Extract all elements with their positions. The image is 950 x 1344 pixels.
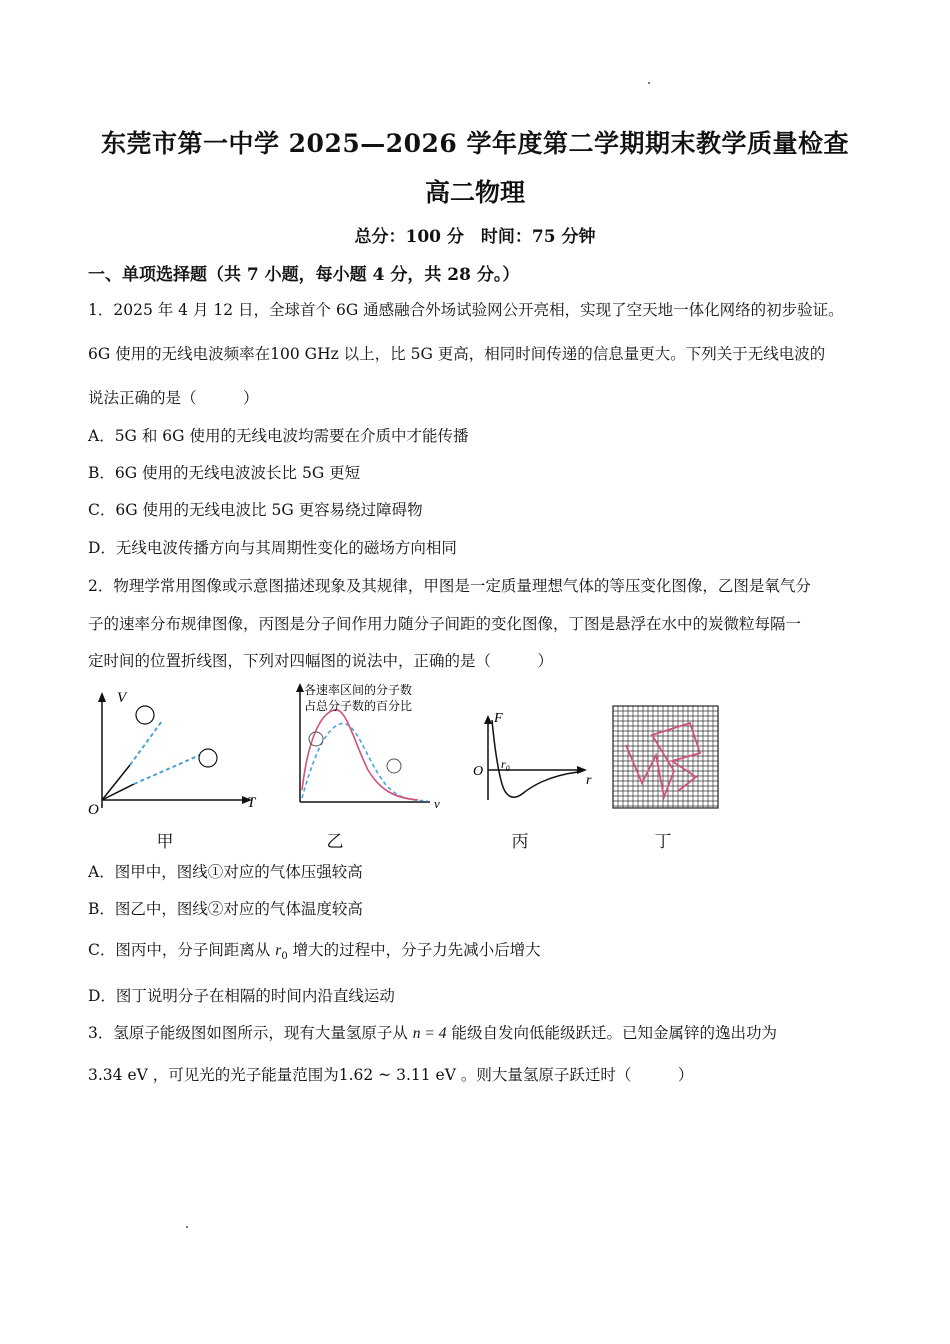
exam-subject: 高二物理 bbox=[424, 178, 525, 207]
caption-bing: 丙 bbox=[511, 832, 529, 852]
jia-line1-dashed bbox=[130, 721, 162, 765]
jia-label1-circle bbox=[136, 706, 154, 724]
caption-yi: 乙 bbox=[326, 832, 344, 852]
q3-line-1: 3．氢原子能级图如图所示，现有大量氢原子从 n = 4 能级自发向低能级跃迁。已知金属锌的逸出功为 bbox=[88, 1024, 777, 1042]
yi-ylabel-line2: 占总分子数的百分比 bbox=[304, 699, 413, 713]
yi-xlabel: v bbox=[434, 796, 440, 811]
jia-v-arrow bbox=[98, 692, 106, 702]
exam-meta: 总分：100 分 时间：75 分钟 bbox=[354, 227, 596, 247]
jia-t-label: T bbox=[247, 795, 256, 811]
yi-label1-circle bbox=[309, 732, 323, 746]
jia-label2-circle bbox=[199, 749, 217, 767]
bing-f-label: F bbox=[494, 712, 503, 726]
bing-f-arrow bbox=[484, 715, 492, 724]
caption-ding: 丁 bbox=[654, 832, 672, 852]
stray-dot-top bbox=[648, 82, 650, 84]
q1-line-2: 6G 使用的无线电波频率在100 GHz 以上，比 5G 更高，相同时间传递的信息量更大。下列关于无线电波的 bbox=[88, 345, 826, 363]
jia-origin-label: O bbox=[88, 802, 99, 818]
q2-option-b: B．图乙中，图线②对应的气体温度较高 bbox=[88, 900, 363, 918]
q2-option-a: A．图甲中，图线①对应的气体压强较高 bbox=[88, 863, 363, 881]
figure-ding bbox=[612, 705, 720, 810]
jia-v-label: V bbox=[117, 690, 127, 706]
q2-line-3: 定时间的位置折线图，下列对四幅图的说法中，正确的是（ ） bbox=[88, 652, 554, 670]
jia-line2-solid bbox=[102, 784, 134, 800]
q3-line-2: 3.34 eV ，可见光的光子能量范围为1.62 ~ 3.11 eV 。则大量氢原子跃迁时（ ） bbox=[88, 1066, 694, 1084]
exam-title: 东莞市第一中学 2025—2026 学年度第二学期期末教学质量检查 bbox=[100, 129, 850, 158]
jia-line1-solid bbox=[102, 765, 130, 800]
caption-jia: 甲 bbox=[156, 832, 174, 852]
q1-option-b: B．6G 使用的无线电波波长比 5G 更短 bbox=[88, 464, 361, 482]
yi-ylabel-line1: 各速率区间的分子数 bbox=[304, 683, 413, 697]
yi-y-arrow bbox=[296, 683, 304, 692]
q1-option-d: D．无线电波传播方向与其周期性变化的磁场方向相同 bbox=[88, 539, 457, 557]
bing-origin-label: O bbox=[473, 764, 484, 779]
q1-option-a: A．5G 和 6G 使用的无线电波均需要在介质中才能传播 bbox=[88, 427, 469, 445]
q1-line-3: 说法正确的是（ ） bbox=[88, 389, 259, 407]
section-heading: 一、单项选择题（共 7 小题，每小题 4 分，共 28 分。） bbox=[88, 265, 520, 285]
q2-line-1: 2．物理学常用图像或示意图描述现象及其规律，甲图是一定质量理想气体的等压变化图像，乙图是氧气分 bbox=[88, 577, 811, 595]
figure-yi bbox=[288, 680, 448, 815]
stray-dot-bottom bbox=[186, 1226, 188, 1228]
yi-curve-1 bbox=[302, 710, 418, 800]
figure-bing bbox=[470, 712, 600, 804]
bing-r-label: r bbox=[586, 773, 592, 788]
q2-line-2: 子的速率分布规律图像，丙图是分子间作用力随分子间距的变化图像，丁图是悬浮在水中的炭微粒每隔一 bbox=[88, 615, 802, 633]
q1-option-c: C．6G 使用的无线电波比 5G 更容易绕过障碍物 bbox=[88, 501, 423, 519]
figure-jia bbox=[82, 685, 267, 820]
q2-option-d: D．图丁说明分子在相隔的时间内沿直线运动 bbox=[88, 987, 395, 1005]
jia-line2-dashed bbox=[134, 755, 200, 784]
q2-option-c: C．图丙中，分子间距离从 $r_0$ 增大的过程中，分子力先减小后增大 bbox=[88, 941, 541, 963]
yi-label2-circle bbox=[387, 759, 401, 773]
q1-line-1: 1．2025 年 4 月 12 日，全球首个 6G 通感融合外场试验网公开亮相，实现了空天地一体化网络的初步验证。 bbox=[88, 301, 844, 319]
bing-r0-label: $r_0$ bbox=[501, 757, 510, 773]
